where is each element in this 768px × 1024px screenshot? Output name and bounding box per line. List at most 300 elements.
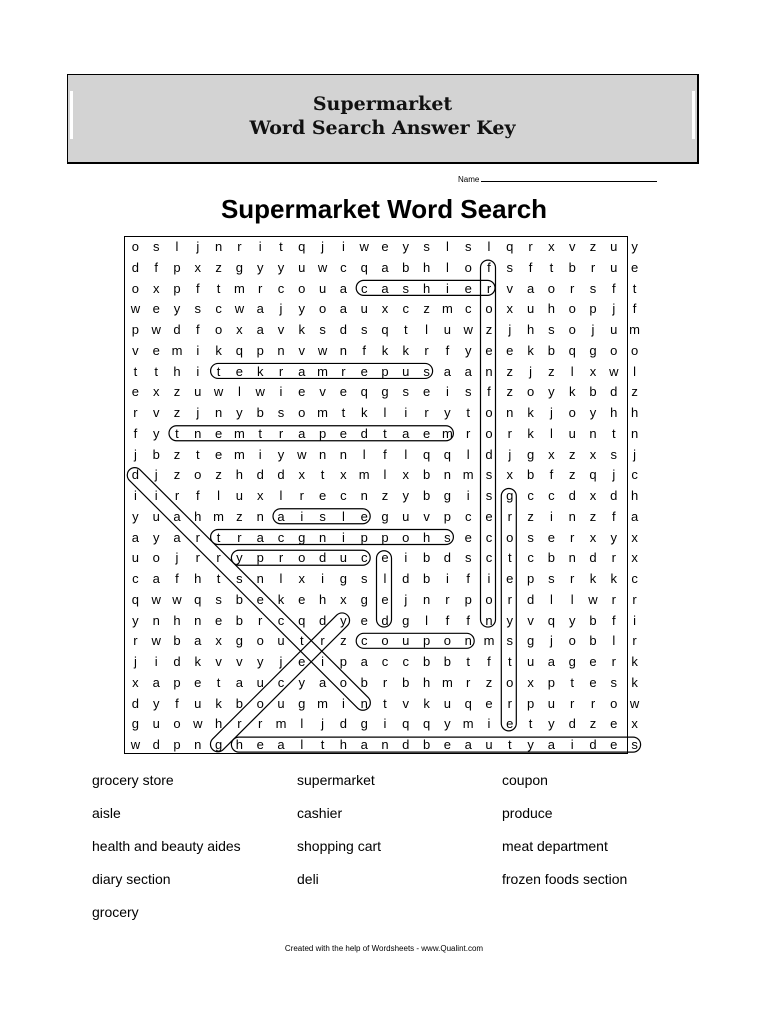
grid-letter: u [339, 550, 348, 566]
grid-letter: x [506, 467, 514, 483]
grid-letter: l [383, 571, 387, 587]
grid-letter: d [589, 737, 597, 753]
grid-letter: o [131, 280, 140, 296]
grid-letter: j [612, 467, 616, 483]
grid-letter: d [610, 488, 618, 504]
grid-letter: e [485, 695, 493, 711]
grid-letter: p [173, 259, 181, 275]
grid-letter: o [298, 280, 306, 296]
grid-letter: r [466, 425, 471, 441]
grid-letter: j [529, 363, 533, 379]
grid-letter: e [214, 612, 223, 628]
grid-letter: f [528, 259, 533, 275]
grid-letter: t [528, 716, 533, 732]
grid-letter: w [588, 591, 598, 607]
grid-letter: c [464, 301, 472, 317]
grid-letter: s [548, 571, 555, 587]
grid-letter: y [506, 612, 514, 628]
grid-letter: o [610, 342, 618, 358]
grid-letter: t [320, 737, 325, 753]
grid-letter: b [402, 259, 410, 275]
grid-letter: r [278, 363, 284, 379]
grid-letter: r [341, 363, 346, 379]
grid-letter: v [402, 695, 410, 711]
grid-letter: t [570, 674, 574, 690]
grid-letter: y [527, 737, 534, 753]
grid-letter: l [217, 488, 221, 504]
grid-letter: e [339, 384, 348, 400]
grid-letter: r [507, 695, 512, 711]
grid-letter: e [318, 488, 327, 504]
grid-letter: n [360, 695, 368, 711]
grid-letter: l [383, 405, 387, 421]
grid-letter: o [298, 550, 306, 566]
grid-letter: b [235, 612, 244, 628]
grid-letter: u [360, 301, 368, 317]
grid-letter: p [381, 363, 389, 379]
grid-letter: t [216, 529, 221, 545]
grid-letter: d [443, 550, 452, 566]
grid-letter: i [341, 529, 345, 545]
grid-letter: g [402, 612, 410, 628]
grid-letter: y [152, 425, 160, 441]
grid-letter: e [464, 280, 472, 296]
grid-letter: x [631, 550, 638, 566]
grid-letter: i [570, 737, 574, 753]
grid-letter: y [152, 529, 160, 545]
grid-letter: e [360, 612, 368, 628]
grid-letter: r [466, 674, 471, 690]
grid-letter: d [318, 612, 327, 628]
grid-letter: s [589, 280, 597, 296]
grid-letter: l [445, 259, 449, 275]
grid-letter: o [256, 633, 264, 649]
grid-letter: d [173, 654, 181, 670]
grid-letter: a [256, 322, 264, 338]
grid-letter: u [131, 550, 140, 566]
grid-letter: h [422, 674, 431, 690]
grid-letter: n [568, 550, 576, 566]
grid-letter: i [321, 571, 325, 587]
grid-letter: g [298, 695, 306, 711]
grid-letter: a [360, 654, 368, 670]
grid-letter: j [321, 239, 325, 254]
grid-letter: l [383, 467, 387, 483]
grid-letter: k [298, 322, 306, 338]
grid-letter: n [194, 425, 202, 441]
grid-letter: w [234, 301, 245, 317]
grid-letter: r [195, 550, 200, 566]
grid-letter: n [568, 508, 576, 524]
grid-letter: b [235, 591, 244, 607]
grid-letter: d [131, 467, 140, 483]
grid-letter: w [151, 591, 161, 607]
grid-letter: o [485, 301, 493, 317]
grid-letter: q [381, 322, 389, 338]
grid-letter: a [298, 363, 306, 379]
grid-letter: c [402, 301, 410, 317]
grid-letter: a [360, 737, 368, 753]
grid-letter: t [549, 259, 554, 275]
grid-letter: p [318, 425, 327, 441]
grid-letter: e [630, 259, 639, 275]
grid-letter: n [318, 446, 327, 462]
grid-letter: t [175, 425, 179, 441]
grid-letter: c [215, 301, 222, 317]
grid-letter: y [444, 716, 451, 732]
grid-letter: e [214, 425, 223, 441]
grid-letter: n [443, 467, 452, 483]
grid-letter: i [466, 488, 470, 504]
grid-letter: q [131, 591, 140, 607]
grid-letter: o [526, 384, 535, 400]
grid-letter: j [133, 446, 137, 462]
grid-letter: f [195, 322, 200, 338]
grid-letter: o [506, 529, 514, 545]
grid-letter: r [632, 591, 637, 607]
grid-letter: d [589, 550, 597, 566]
grid-letter: s [319, 508, 326, 524]
grid-letter: m [462, 716, 474, 732]
grid-letter: r [590, 259, 596, 275]
grid-letter: w [629, 695, 640, 711]
grid-letter: t [133, 363, 138, 379]
grid-letter: g [298, 529, 306, 545]
grid-letter: t [216, 571, 221, 587]
grid-letter: j [196, 405, 200, 421]
grid-letter: l [425, 612, 429, 628]
grid-letter: j [633, 446, 637, 462]
grid-letter: a [339, 301, 348, 317]
grid-letter: i [154, 488, 158, 504]
grid-letter: a [173, 508, 181, 524]
grid-letter: a [131, 529, 140, 545]
grid-letter: o [630, 342, 639, 358]
grid-letter: w [172, 591, 182, 607]
grid-letter: l [633, 363, 637, 379]
grid-letter: i [300, 508, 304, 524]
grid-letter: x [589, 488, 597, 504]
grid-letter: y [402, 239, 410, 254]
word-list-item: frozen foods section [502, 871, 628, 887]
grid-letter: z [173, 384, 181, 400]
grid-letter: s [631, 737, 638, 753]
grid-letter: i [633, 612, 637, 628]
grid-letter: k [360, 405, 368, 421]
grid-letter: q [298, 612, 306, 628]
grid-letter: k [527, 342, 534, 358]
grid-letter: x [132, 674, 139, 690]
grid-letter: k [527, 405, 534, 421]
grid-letter: b [173, 633, 181, 649]
grid-letter: o [485, 591, 493, 607]
grid-letter: d [339, 716, 348, 732]
grid-letter: i [487, 571, 491, 587]
grid-letter: t [195, 446, 200, 462]
grid-letter: s [464, 239, 472, 254]
grid-letter: y [152, 695, 160, 711]
grid-letter: d [152, 737, 160, 753]
grid-letter: a [381, 280, 389, 296]
grid-letter: s [194, 301, 202, 317]
grid-letter: m [441, 425, 453, 441]
grid-letter: o [152, 550, 160, 566]
grid-letter: i [154, 654, 158, 670]
grid-letter: y [610, 529, 618, 545]
grid-letter: i [404, 405, 408, 421]
grid-letter: o [443, 633, 452, 649]
grid-letter: d [173, 322, 181, 338]
grid-letter: k [610, 571, 618, 587]
grid-letter: i [341, 239, 345, 254]
grid-letter: i [487, 716, 491, 732]
grid-letter: u [402, 508, 410, 524]
grid-letter: r [424, 342, 429, 358]
name-underline [481, 175, 657, 182]
word-list-item: health and beauty aides [92, 838, 241, 854]
grid-letter: e [194, 674, 202, 690]
grid-letter: z [589, 716, 597, 732]
grid-letter: x [236, 322, 243, 338]
grid-letter: c [402, 654, 410, 670]
grid-letter: z [381, 488, 389, 504]
grid-letter: j [591, 322, 595, 338]
grid-letter: s [506, 633, 514, 649]
grid-letter: h [422, 280, 431, 296]
grid-letter: d [360, 425, 368, 441]
grid-letter: t [383, 695, 387, 711]
grid-letter: d [402, 571, 410, 587]
grid-letter: g [526, 446, 535, 462]
grid-letter: g [443, 488, 452, 504]
puzzle-title: Supermarket Word Search [220, 194, 548, 224]
grid-letter: u [526, 654, 535, 670]
grid-letter: a [443, 363, 452, 379]
grid-letter: w [317, 342, 328, 358]
grid-letter: q [443, 446, 452, 462]
grid-letter: p [360, 529, 368, 545]
grid-letter: k [589, 571, 597, 587]
grid-letter: e [152, 301, 160, 317]
grid-letter: s [360, 571, 368, 587]
grid-letter: p [173, 737, 181, 753]
grid-letter: p [547, 674, 556, 690]
grid-letter: j [279, 654, 283, 670]
grid-letter: f [133, 425, 138, 441]
word-list-item: produce [502, 805, 553, 821]
grid-letter: j [133, 654, 137, 670]
grid-letter: t [383, 425, 387, 441]
word-list-item: shopping cart [297, 838, 382, 854]
grid-letter: l [341, 508, 345, 524]
grid-letter: f [175, 571, 179, 587]
grid-letter: b [547, 342, 556, 358]
grid-letter: b [422, 654, 431, 670]
grid-letter: n [485, 612, 493, 628]
header-title-line1: Supermarket [312, 93, 453, 115]
grid-letter: c [631, 467, 638, 483]
grid-letter: c [485, 550, 493, 566]
grid-letter: o [568, 633, 576, 649]
grid-letter: a [526, 280, 535, 296]
grid-letter: n [214, 239, 223, 254]
grid-letter: a [547, 737, 556, 753]
grid-letter: y [132, 508, 139, 524]
word-list-item: aisle [92, 805, 121, 821]
grid-letter: o [464, 259, 472, 275]
grid-letter: o [256, 695, 264, 711]
grid-letter: a [152, 674, 160, 690]
grid-letter: r [174, 488, 180, 504]
grid-letter: q [422, 446, 431, 462]
grid-letter: e [485, 508, 493, 524]
grid-letter: e [506, 342, 514, 358]
grid-letter: d [485, 446, 493, 462]
grid-letter: x [298, 571, 306, 587]
grid-letter: a [318, 674, 327, 690]
grid-letter: e [506, 571, 514, 587]
grid-letter: s [506, 259, 514, 275]
grid-letter: r [570, 529, 575, 545]
grid-letter: x [152, 384, 160, 400]
grid-letter: e [339, 425, 348, 441]
grid-letter: p [381, 529, 389, 545]
grid-letter: w [193, 716, 203, 732]
grid-letter: e [464, 529, 472, 545]
grid-letter: t [403, 322, 408, 338]
grid-letter: i [258, 239, 262, 254]
grid-letter: o [610, 695, 618, 711]
grid-letter: r [258, 612, 263, 628]
grid-letter: g [214, 737, 223, 753]
grid-letter: n [194, 737, 202, 753]
grid-letter: d [277, 467, 285, 483]
grid-letter: u [610, 259, 618, 275]
grid-letter: f [611, 612, 616, 628]
grid-letter: s [485, 467, 493, 483]
grid-letter: l [362, 446, 366, 462]
grid-letter: h [630, 405, 639, 421]
grid-letter: x [340, 591, 347, 607]
grid-letter: e [422, 384, 431, 400]
grid-letter: q [422, 716, 431, 732]
grid-letter: a [464, 363, 472, 379]
grid-letter: i [258, 446, 262, 462]
grid-letter: i [383, 716, 387, 732]
grid-letter: n [360, 488, 368, 504]
grid-letter: z [631, 384, 638, 400]
grid-letter: e [610, 737, 618, 753]
grid-letter: n [485, 363, 493, 379]
grid-letter: e [547, 529, 556, 545]
grid-letter: b [422, 488, 431, 504]
grid-letter: o [214, 322, 223, 338]
grid-letter: v [215, 654, 222, 670]
grid-letter: e [360, 363, 368, 379]
word-list-item: meat department [502, 838, 608, 854]
grid-letter: a [173, 529, 181, 545]
grid-letter: t [154, 363, 158, 379]
grid-letter: m [317, 695, 328, 711]
grid-letter: i [341, 695, 345, 711]
grid-letter: m [629, 322, 640, 338]
grid-letter: a [298, 425, 306, 441]
grid-letter: l [279, 488, 283, 504]
grid-letter: u [547, 695, 556, 711]
grid-letter: l [570, 591, 574, 607]
grid-letter: x [381, 301, 389, 317]
grid-letter: r [445, 591, 450, 607]
grid-letter: a [547, 654, 556, 670]
grid-letter: e [256, 737, 264, 753]
grid-letter: x [340, 467, 347, 483]
grid-letter: t [507, 654, 512, 670]
grid-letter: p [339, 654, 348, 670]
grid-letter: b [402, 674, 410, 690]
grid-letter: k [631, 674, 638, 690]
grid-letter: i [321, 654, 325, 670]
grid-letter: t [216, 280, 221, 296]
grid-letter: f [445, 612, 450, 628]
grid-letter: z [506, 363, 514, 379]
grid-letter: j [321, 716, 325, 732]
grid-letter: q [464, 695, 472, 711]
grid-letter: n [630, 425, 639, 441]
grid-letter: r [258, 716, 263, 732]
grid-letter: e [610, 716, 618, 732]
grid-letter: s [402, 280, 410, 296]
grid-letter: j [154, 467, 158, 483]
grid-letter: x [548, 446, 555, 462]
grid-letter: a [381, 259, 389, 275]
grid-letter: r [133, 633, 138, 649]
grid-letter: r [570, 695, 575, 711]
grid-letter: x [506, 301, 514, 317]
grid-letter: t [299, 633, 304, 649]
grid-letter: m [483, 633, 495, 649]
grid-letter: i [133, 488, 137, 504]
grid-letter: l [570, 363, 574, 379]
grid-letter: x [152, 280, 160, 296]
grid-letter: h [235, 737, 244, 753]
grid-letter: t [466, 405, 470, 421]
grid-letter: w [130, 737, 141, 753]
answer-key-header [67, 74, 699, 164]
grid-letter: q [568, 342, 576, 358]
grid-letter: q [360, 384, 368, 400]
grid-letter: g [360, 591, 368, 607]
grid-letter: f [154, 259, 158, 275]
grid-letter: l [445, 239, 449, 254]
word-list-item: grocery [92, 904, 139, 920]
grid-letter: r [195, 529, 200, 545]
grid-letter: m [171, 342, 183, 358]
word-list-item: supermarket [297, 772, 375, 788]
grid-letter: z [173, 467, 181, 483]
grid-letter: s [464, 550, 472, 566]
grid-letter: s [610, 446, 618, 462]
grid-letter: d [610, 384, 618, 400]
grid-letter: f [466, 571, 470, 587]
grid-letter: o [568, 301, 576, 317]
grid-letter: e [422, 425, 431, 441]
grid-letter: u [152, 508, 160, 524]
grid-letter: x [631, 716, 638, 732]
grid-letter: t [466, 654, 470, 670]
grid-letter: k [631, 654, 638, 670]
grid-letter: c [464, 508, 472, 524]
grid-letter: i [445, 280, 449, 296]
